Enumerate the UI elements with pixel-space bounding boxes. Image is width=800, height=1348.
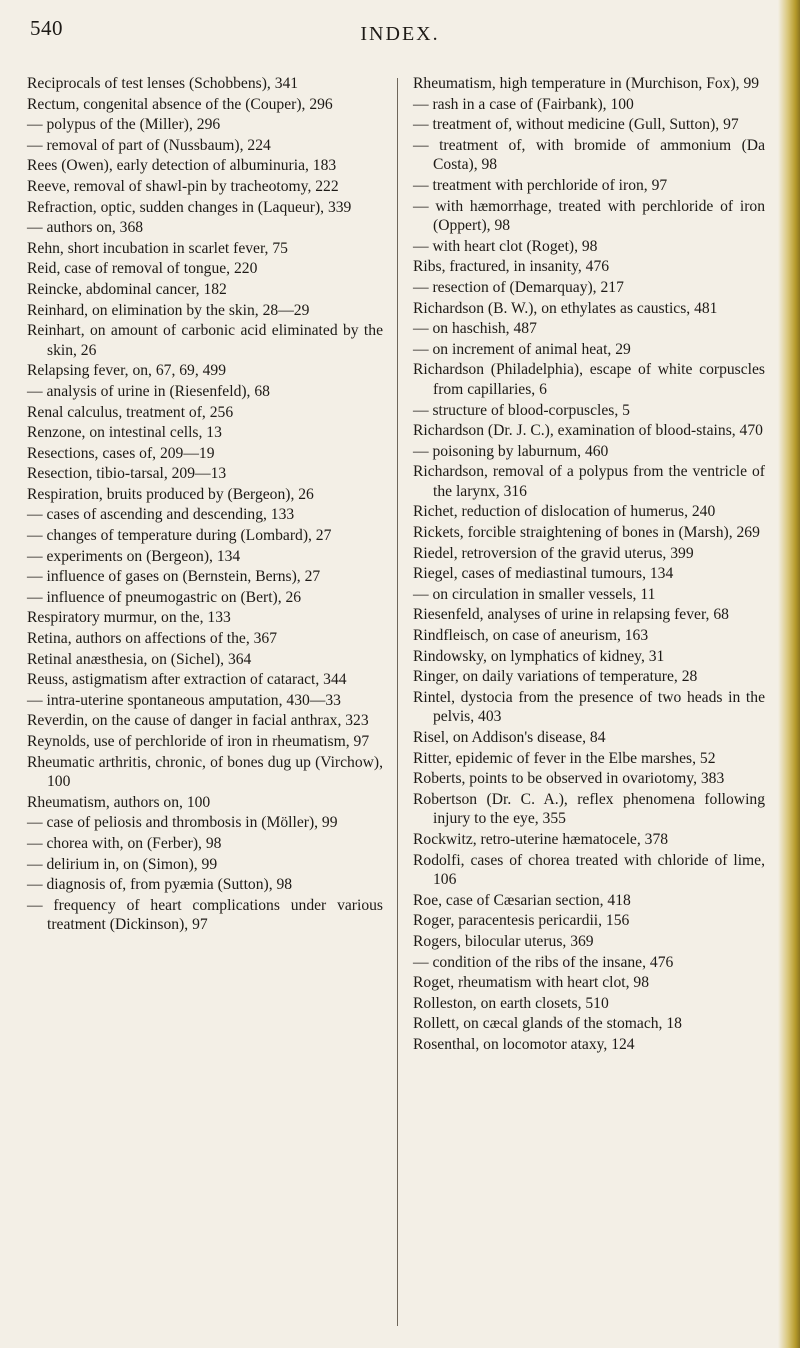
index-entry: — influence of gases on (Bernstein, Berns), 27 (27, 568, 321, 586)
index-entry: — diagnosis of, from pyæmia (Sutton), 98 (27, 876, 293, 894)
index-entry: Richet, reduction of dislocation of humerus, 240 (413, 503, 716, 521)
index-entry: Resections, cases of, 209—19 (27, 444, 215, 462)
index-entry: — removal of part of (Nussbaum), 224 (27, 136, 271, 154)
index-entry: — treatment with perchloride of iron, 97 (413, 176, 668, 194)
index-entry: Reeve, removal of shawl-pin by tracheotomy, 222 (27, 177, 339, 195)
index-entry: Riesenfeld, analyses of urine in relapsing fever, 68 (413, 606, 729, 624)
index-entry: Rockwitz, retro-uterine hæmatocele, 378 (413, 830, 669, 848)
index-entry: Reid, case of removal of tongue, 220 (27, 260, 258, 278)
index-entry: — on haschish, 487 (413, 320, 537, 338)
column-divider (397, 78, 398, 1326)
index-entry: Rees (Owen), early detection of albuminuria, 183 (27, 157, 337, 175)
index-entry: — with hæmorrhage, treated with perchloride of iron (Oppert), 98 (413, 197, 765, 235)
index-entry: Reynolds, use of perchloride of iron in rheumatism, 97 (27, 733, 370, 750)
index-entry: Risel, on Addison's disease, 84 (413, 729, 606, 746)
index-entry: — structure of blood-corpuscles, 5 (413, 401, 630, 419)
index-entry: Rheumatism, high temperature in (Murchison, Fox), 99 (413, 75, 760, 92)
index-entry: — treatment of, with bromide of ammonium (Da Costa), 98 (413, 136, 765, 174)
index-entry: — frequency of heart complications under various treatment (Dickinson), 97 (27, 896, 383, 934)
index-entry: — on circulation in smaller vessels, 11 (413, 585, 656, 603)
index-entry: Rectum, congenital absence of the (Couper), 296 (27, 95, 333, 113)
index-entry: Ritter, epidemic of fever in the Elbe marshes, 52 (413, 749, 716, 767)
index-entry: Rintel, dystocia from the presence of two heads in the pelvis, 403 (413, 688, 765, 726)
index-entry: Roberts, points to be observed in ovariotomy, 383 (413, 770, 725, 788)
running-head: INDEX. (360, 23, 440, 45)
index-entry: Riedel, retroversion of the gravid uterus, 399 (413, 544, 694, 562)
index-entry: Reinhard, on elimination by the skin, 28—29 (27, 301, 310, 319)
index-entry: Renzone, on intestinal cells, 13 (27, 424, 222, 442)
index-entry: Reuss, astigmatism after extraction of cataract, 344 (27, 671, 347, 689)
index-entry: Respiration, bruits produced by (Bergeon), 26 (27, 485, 314, 503)
index-entry: — chorea with, on (Ferber), 98 (27, 834, 222, 852)
index-entry: Riegel, cases of mediastinal tumours, 134 (413, 565, 674, 583)
index-entry: Reciprocals of test lenses (Schobbens), 341 (27, 75, 299, 92)
index-entry: — analysis of urine in (Riesenfeld), 68 (27, 382, 270, 400)
index-entry: Reinhart, on amount of carbonic acid eliminated by the skin, 26 (27, 322, 383, 359)
index-entry: — condition of the ribs of the insane, 476 (413, 953, 674, 971)
page-number: 540 (30, 16, 63, 40)
index-column-right (413, 74, 765, 1056)
index-entry: Rehn, short incubation in scarlet fever, 75 (27, 239, 288, 257)
index-entry: Rheumatic arthritis, chronic, of bones dug up (Virchow), 100 (27, 753, 383, 791)
index-entry: Retinal anæsthesia, on (Sichel), 364 (27, 650, 252, 668)
index-entry: Reincke, abdominal cancer, 182 (27, 280, 227, 298)
index-entry: — changes of temperature during (Lombard), 27 (27, 527, 332, 545)
index-entry: Roger, paracentesis pericardii, 156 (413, 912, 630, 930)
index-entry: — influence of pneumogastric on (Bert), 26 (27, 588, 302, 606)
index-entry: — cases of ascending and descending, 133 (27, 506, 295, 524)
index-entry: Retina, authors on affections of the, 367 (27, 630, 278, 648)
index-entry: — delirium in, on (Simon), 99 (27, 855, 218, 873)
page-edge (778, 0, 800, 1348)
index-entry: Respiratory murmur, on the, 133 (27, 609, 231, 627)
index-entry: Rosenthal, on locomotor ataxy, 124 (413, 1035, 635, 1053)
index-entry: Robertson (Dr. C. A.), reflex phenomena following injury to the eye, 355 (413, 790, 765, 828)
index-column-left (27, 74, 383, 936)
index-entry: Rodolfi, cases of chorea treated with chloride of lime, 106 (413, 851, 765, 889)
index-entry: — case of peliosis and thrombosis in (Möller), 99 (27, 814, 338, 832)
index-entry: — on increment of animal heat, 29 (413, 340, 631, 358)
index-entry: Roget, rheumatism with heart clot, 98 (413, 974, 650, 992)
index-entry: Rheumatism, authors on, 100 (27, 793, 211, 811)
index-entry: — authors on, 368 (27, 219, 144, 237)
index-entry: Richardson, removal of a polypus from the ventricle of the larynx, 316 (413, 463, 765, 500)
index-entry: — intra-uterine spontaneous amputation, 430—33 (27, 691, 341, 709)
index-entry: Rollett, on cæcal glands of the stomach, 18 (413, 1015, 682, 1033)
index-entry: Resection, tibio-tarsal, 209—13 (27, 465, 227, 483)
index-entry: — with heart clot (Roget), 98 (413, 237, 598, 255)
index-entry: Renal calculus, treatment of, 256 (27, 403, 234, 421)
index-entry: — poisoning by laburnum, 460 (413, 442, 609, 460)
index-entry: — rash in a case of (Fairbank), 100 (413, 95, 634, 113)
index-entry: — treatment of, without medicine (Gull, Sutton), 97 (413, 116, 739, 134)
index-entry: Rickets, forcible straightening of bones in (Marsh), 269 (413, 524, 760, 542)
index-entry: Rogers, bilocular uterus, 369 (413, 932, 594, 950)
index-entry: Ribs, fractured, in insanity, 476 (413, 258, 610, 276)
index-entry: Roe, case of Cæsarian section, 418 (413, 891, 631, 909)
index-entry: Rolleston, on earth closets, 510 (413, 994, 609, 1012)
index-entry: Richardson (Dr. J. C.), examination of blood-stains, 470 (413, 422, 763, 440)
index-entry: Reverdin, on the cause of danger in facial anthrax, 323 (27, 712, 369, 730)
index-entry: Rindowsky, on lymphatics of kidney, 31 (413, 647, 665, 665)
index-entry: Refraction, optic, sudden changes in (Laqueur), 339 (27, 198, 352, 216)
index-entry: Relapsing fever, on, 67, 69, 499 (27, 362, 227, 380)
index-entry: — experiments on (Bergeon), 134 (27, 547, 241, 565)
index-entry: Ringer, on daily variations of temperature, 28 (413, 668, 698, 686)
index-entry: Richardson (B. W.), on ethylates as caustics, 481 (413, 299, 718, 317)
index-entry: — polypus of the (Miller), 296 (27, 116, 221, 134)
index-entry: Richardson (Philadelphia), escape of white corpuscles from capillaries, 6 (413, 361, 765, 398)
index-entry: — resection of (Demarquay), 217 (413, 278, 624, 296)
index-entry: Rindfleisch, on case of aneurism, 163 (413, 627, 649, 645)
